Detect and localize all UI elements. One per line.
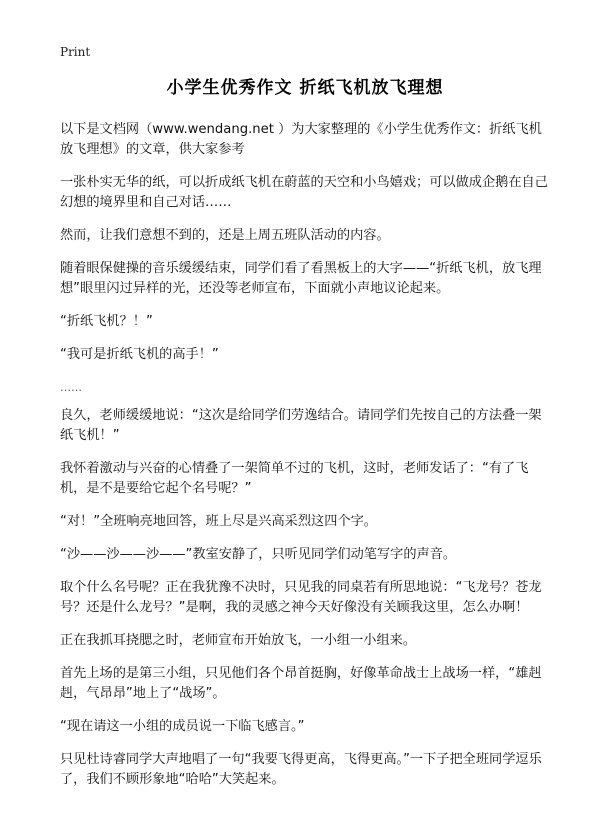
paragraph: “沙——沙——沙——”教室安静了，只听见同学们动笔写字的声音。 bbox=[60, 547, 457, 562]
dialogue-line: “折纸飞机？！” bbox=[60, 314, 153, 329]
dialogue-line: “我可是折纸飞机的高手！” bbox=[60, 347, 219, 362]
paragraph: “对！”全班响亮地回答，班上尽是兴高采烈这四个字。 bbox=[60, 514, 377, 529]
paragraph: 我怀着激动与兴奋的心情叠了一架简单不过的飞机，这时，老师发话了：“有了飞机，是不是要给它起个名号呢？” bbox=[60, 461, 529, 496]
paragraph: 一张朴实无华的纸，可以折成纸飞机在蔚蓝的天空和小鸟嬉戏；可以做成企鹅在自己幻想的境界里和自己对话…… bbox=[60, 175, 548, 210]
paragraph: 随着眼保健操的音乐缓缓结束，同学们看了看黑板上的大字——“折纸飞机，放飞理想”眼里闪过异样的光，还没等老师宣布，下面就小声地议论起来。 bbox=[60, 261, 542, 296]
paragraph: 取个什么名号呢？正在我犹豫不决时，只见我的同桌若有所思地说：“飞龙号？苍龙号？还是什么龙号？”是啊，我的灵感之神今天好像没有关顾我这里，怎么办啊！ bbox=[60, 580, 542, 615]
paragraph: 正在我抓耳挠腮之时，老师宣布开始放飞，一小组一小组来。 bbox=[60, 633, 417, 648]
document-title: 小学生优秀作文 折纸飞机放飞理想 bbox=[166, 78, 444, 98]
paragraph: 良久，老师缓缓地说：“这次是给同学们劳逸结合。请同学们先按自己的方法叠一架纸飞机！” bbox=[60, 408, 542, 443]
print-label: Print bbox=[60, 45, 91, 59]
intro-paragraph: 以下是文档网（www.wendang.net ）为大家整理的《小学生优秀作文：折纸飞机放飞理想》的文章，供大家参考 bbox=[60, 122, 542, 157]
paragraph: 然而，让我们意想不到的，还是上周五班队活动的内容。 bbox=[60, 228, 390, 243]
dialogue-line: “现在请这一小组的成员说一下临飞感言。” bbox=[60, 719, 305, 734]
ellipsis-line: …… bbox=[60, 381, 82, 394]
paragraph: 只见杜诗睿同学大声地唱了一句“我要飞得更高，飞得更高。”一下子把全班同学逗乐了，我们不顾形象地“哈哈”大笑起来。 bbox=[60, 752, 542, 787]
paragraph: 首先上场的是第三小组，只见他们各个昂首挺胸，好像革命战士上战场一样，“雄赳赳，气昂昂”地上了“战场”。 bbox=[60, 666, 542, 701]
document-body bbox=[60, 120, 550, 790]
